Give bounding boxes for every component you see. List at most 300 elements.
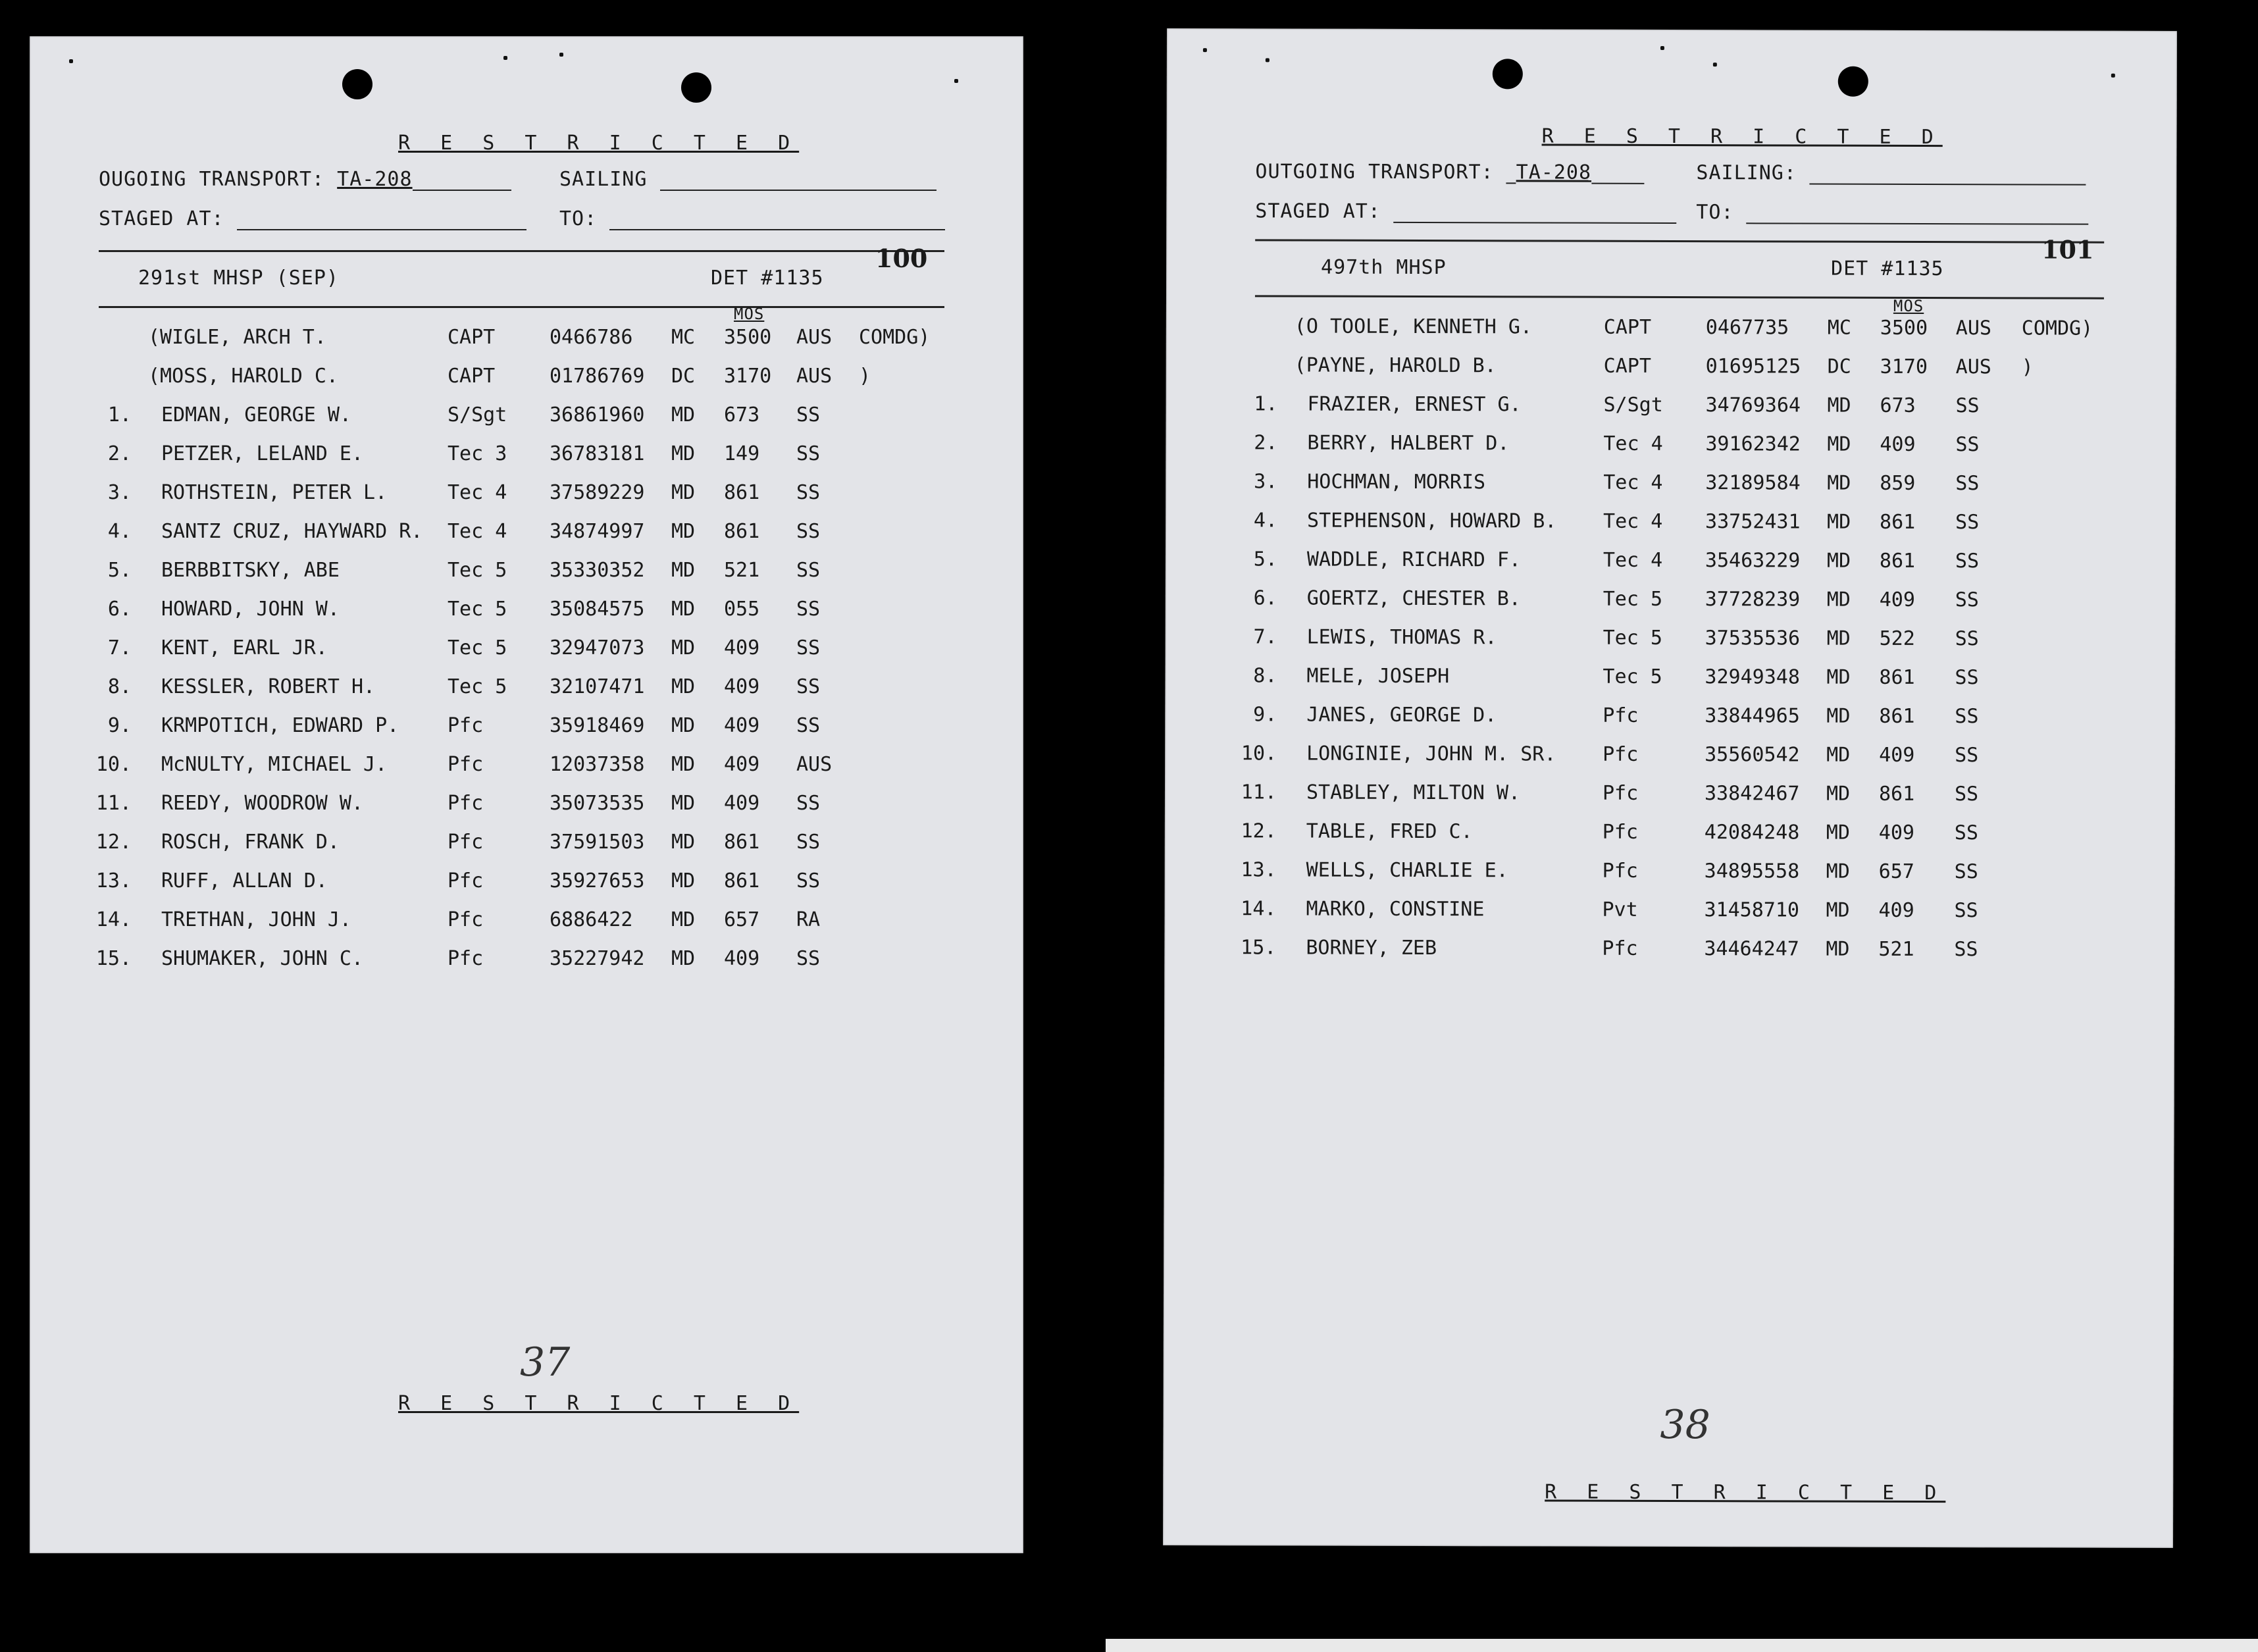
component: SS [796,947,821,970]
punch-hole [1838,66,1868,97]
punch-hole [342,69,372,99]
person-name: LONGINIE, JOHN M. SR. [1306,742,1556,766]
mos: 861 [1879,665,1915,689]
note: COMDG) [859,326,931,349]
serial-number: 34874997 [550,520,645,543]
rank: Pfc [448,831,484,854]
mos: 861 [1879,704,1915,728]
corps: MD [671,714,696,737]
person-name: TRETHAN, JOHN J. [161,908,351,931]
row-number: 12. [95,831,132,854]
serial-number: 36783181 [550,442,645,465]
serial-number: 35463229 [1705,549,1801,573]
serial-number: 12037358 [550,753,645,776]
rank: Pfc [1602,937,1638,960]
handwritten-page-number: 37 [520,1339,571,1385]
corps: MD [1826,898,1850,922]
row-number: 3. [107,481,132,504]
person-name: WELLS, CHARLIE E. [1306,858,1508,883]
rank: Pfc [448,753,484,776]
component: SS [1954,821,1978,845]
person-name: STABLEY, MILTON W. [1306,781,1521,805]
mos: 3170 [724,365,772,388]
row-number: 15. [95,947,132,970]
serial-number: 32107471 [550,675,645,698]
mos: 861 [724,869,760,892]
punch-hole [681,72,711,103]
table-row [30,792,1023,818]
det-number: DET #1135 [1831,257,1944,281]
rank: Tec 4 [1603,509,1663,533]
mos: 3500 [1880,316,1928,340]
person-name: HOWARD, JOHN W. [161,598,340,621]
to-line [559,207,945,230]
corps: MD [671,753,696,776]
row-number: 5. [107,559,132,582]
officer-name: (WIGLE, ARCH T. [148,326,326,349]
restricted-header: R E S T R I C T E D [1541,124,1943,149]
person-name: McNULTY, MICHAEL J. [161,753,388,776]
rank: Tec 3 [448,442,507,465]
table-row [30,714,1023,740]
person-name: KESSLER, ROBERT H. [161,675,376,698]
row-number: 11. [1241,781,1277,804]
corps: MD [671,481,696,504]
corps: MD [1827,510,1851,534]
mos: 657 [1878,860,1914,883]
serial-number: 35560542 [1705,743,1800,767]
rank: Tec 4 [1603,548,1663,572]
serial-number: 33844965 [1705,704,1800,728]
staged-label: STAGED AT: [1255,199,1381,223]
corps: MD [671,598,696,621]
person-name: KRMPOTICH, EDWARD P. [161,714,399,737]
serial-number: 0466786 [550,326,633,349]
mos: 861 [724,481,760,504]
rank: Tec 5 [448,598,507,621]
component: SS [796,869,821,892]
row-number: 1. [1254,392,1278,416]
officer-row [1166,315,2176,344]
mos: 409 [724,714,760,737]
rank: Pfc [1602,859,1638,883]
sailing-label: SAILING [559,168,648,191]
person-name: TABLE, FRED C. [1306,819,1473,844]
corps: MD [671,947,696,970]
mos: 149 [724,442,760,465]
to-label: TO: [1696,201,1734,224]
transport-value: TA-208 [337,168,413,191]
person-name: JANES, GEORGE D. [1306,703,1497,727]
serial-number: 35227942 [550,947,645,970]
table-row [1166,431,2176,460]
to-line [1696,201,2088,225]
rank: Pfc [1603,742,1639,766]
person-name: FRAZIER, ERNEST G. [1307,392,1522,417]
corps: DC [671,365,696,388]
restricted-header: R E S T R I C T E D [398,132,800,155]
mos: 409 [1879,743,1915,767]
person-name: KENT, EARL JR. [161,636,328,659]
transport-line [1255,160,1644,184]
serial-number: 34769364 [1705,394,1801,417]
person-name: BORNEY, ZEB [1306,936,1437,960]
serial-number: 37728239 [1705,588,1801,611]
transport-label: OUTGOING TRANSPORT: [1255,160,1494,184]
unit-name: 497th MHSP [1321,255,1447,280]
table-row [1165,858,2175,887]
row-number: 7. [107,636,132,659]
corps: MD [1826,821,1850,844]
table-row [1165,664,2175,693]
rank: CAPT [448,326,496,349]
table-row [30,442,1023,469]
component: SS [1955,433,1980,457]
person-name: ROTHSTEIN, PETER L. [161,481,388,504]
mos: 409 [1878,898,1914,922]
component: SS [796,520,821,543]
rank: Tec 5 [1603,626,1662,650]
component: AUS [1955,355,1991,379]
staged-line [99,207,526,230]
row-number: 15. [1241,936,1277,960]
row-number: 11. [95,792,132,815]
rank: Tec 5 [448,636,507,659]
component: SS [796,403,821,426]
corps: MD [1827,471,1851,495]
row-number: 10. [95,753,132,776]
roster-page-left [30,36,1023,1553]
mos: 3170 [1880,355,1928,379]
table-row [30,908,1023,935]
person-name: LEWIS, THOMAS R. [1306,625,1497,650]
table-row [1165,703,2175,732]
row-number: 4. [107,520,132,543]
corps: MC [671,326,696,349]
person-name: PETZER, LELAND E. [161,442,364,465]
serial-number: 01786769 [550,365,645,388]
corps: MD [671,831,696,854]
mos: 673 [1880,394,1916,417]
person-name: RUFF, ALLAN D. [161,869,328,892]
rank: Pfc [448,869,484,892]
row-number: 12. [1241,819,1277,843]
row-number: 9. [1253,703,1277,727]
rank: Pfc [448,947,484,970]
table-row [30,598,1023,624]
row-number: 8. [107,675,132,698]
restricted-footer: R E S T R I C T E D [398,1392,800,1415]
table-row [30,636,1023,663]
component: SS [796,559,821,582]
rank: S/Sgt [1603,393,1663,417]
person-name: SANTZ CRUZ, HAYWARD R. [161,520,423,543]
component: AUS [796,326,833,349]
row-number: 2. [1254,431,1278,455]
page-number: 100 [875,244,928,273]
mos: 861 [1878,782,1915,806]
serial-number: 35918469 [550,714,645,737]
component: SS [796,714,821,737]
table-row [30,869,1023,896]
serial-number: 32189584 [1705,471,1801,495]
mos: 861 [1880,510,1916,534]
serial-number: 6886422 [550,908,633,931]
corps: MD [671,675,696,698]
transport-line [99,168,511,191]
mos: 409 [724,792,760,815]
serial-number: 35330352 [550,559,645,582]
corps: MC [1827,316,1852,340]
serial-number: 31458710 [1704,898,1800,922]
to-label: TO: [559,207,598,230]
component: AUS [796,365,833,388]
serial-number: 36861960 [550,403,645,426]
rank: S/Sgt [448,403,507,426]
corps: MD [1826,860,1850,883]
serial-number: 35073535 [550,792,645,815]
rank: Pvt [1602,898,1638,921]
person-name: HOCHMAN, MORRIS [1307,470,1486,494]
rank: Pfc [1603,704,1639,727]
row-number: 4. [1253,509,1278,532]
person-name: REEDY, WOODROW W. [161,792,364,815]
mos: 522 [1879,627,1915,650]
table-row [1166,586,2176,615]
corps: MD [671,636,696,659]
corps: MD [1826,704,1851,728]
row-number: 2. [107,442,132,465]
serial-number: 42084248 [1704,821,1800,844]
serial-number: 35927653 [550,869,645,892]
note: ) [859,365,871,388]
transport-label: OUGOING TRANSPORT: [99,168,325,191]
row-number: 5. [1253,548,1277,571]
person-name: ROSCH, FRANK D. [161,831,340,854]
mos: 861 [724,831,760,854]
serial-number: 39162342 [1705,432,1801,456]
row-number: 7. [1253,625,1277,649]
component: AUS [796,753,833,776]
corps: MD [1826,743,1851,767]
rank: CAPT [1603,315,1652,339]
component: RA [796,908,821,931]
component: SS [1955,472,1980,496]
officer-name: (MOSS, HAROLD C. [148,365,338,388]
component: SS [1955,394,1980,418]
component: SS [1954,938,1978,962]
table-row [30,403,1023,430]
rank: Tec 5 [1603,665,1662,688]
table-row [30,947,1023,973]
table-row [1166,470,2176,499]
sailing-line [559,168,937,191]
component: SS [796,598,821,621]
mos-header: MOS [734,305,765,323]
officer-name: (PAYNE, HAROLD B. [1294,353,1497,378]
serial-number: 01695125 [1705,355,1801,378]
transport-value: TA-208 [1516,161,1592,184]
corps: MD [671,792,696,815]
serial-number: 34464247 [1704,937,1799,961]
rank: Tec 5 [448,675,507,698]
person-name: BERRY, HALBERT D. [1307,431,1510,455]
row-number: 3. [1254,470,1278,494]
serial-number: 35084575 [550,598,645,621]
roster-page-right [1163,28,2177,1548]
component: SS [1955,705,1979,729]
rank: Tec 4 [448,481,507,504]
mos: 861 [1879,549,1916,573]
officer-name: (O TOOLE, KENNETH G. [1294,315,1533,339]
component: SS [796,675,821,698]
table-row [1166,509,2176,538]
roster-table [1164,315,2176,1008]
mos: 3500 [724,326,772,349]
mos: 409 [724,947,760,970]
serial-number: 37535536 [1705,627,1801,650]
serial-number: 33752431 [1705,510,1801,534]
note: COMDG) [2021,317,2093,340]
rank: Tec 4 [448,520,507,543]
serial-number: 32947073 [550,636,645,659]
rank: Tec 5 [1603,587,1663,611]
serial-number: 33842467 [1704,782,1800,806]
person-name: WADDLE, RICHARD F. [1306,548,1522,572]
component: SS [796,792,821,815]
staged-line [1255,199,1676,224]
serial-number: 0467735 [1705,316,1789,340]
row-number: 14. [95,908,132,931]
mos: 859 [1880,471,1916,495]
person-name: EDMAN, GEORGE W. [161,403,351,426]
table-row [1165,781,2175,810]
corps: MD [671,442,696,465]
serial-number: 37591503 [550,831,645,854]
person-name: STEPHENSON, HOWARD B. [1307,509,1557,533]
table-row [1164,897,2174,926]
rank: Pfc [448,714,484,737]
table-row [1166,548,2176,577]
corps: MD [1826,782,1851,806]
corps: MD [671,908,696,931]
component: SS [796,831,821,854]
corps: MD [671,559,696,582]
mos: 409 [1878,821,1915,844]
component: SS [1954,860,1978,884]
table-row [30,753,1023,779]
serial-number: 34895558 [1704,860,1800,883]
table-row [1166,392,2176,421]
corps: MD [1826,937,1850,961]
corps: MD [671,869,696,892]
mos: 521 [1878,937,1914,961]
table-row [1166,625,2176,654]
officer-row [1166,353,2176,382]
mos-header: MOS [1893,296,1924,316]
mos: 657 [724,908,760,931]
unit-name: 291st MHSP (SEP) [138,267,339,290]
rank: Pfc [1602,820,1639,844]
rank: CAPT [1603,354,1651,378]
mos: 861 [724,520,760,543]
row-number: 13. [95,869,132,892]
corps: MD [1826,665,1851,689]
row-number: 6. [107,598,132,621]
corps: MD [671,403,696,426]
serial-number: 32949348 [1705,665,1800,689]
corps: MD [671,520,696,543]
mos: 409 [724,636,760,659]
mos: 521 [724,559,760,582]
person-name: MELE, JOSEPH [1306,664,1450,688]
table-row [1164,936,2174,965]
rank: CAPT [448,365,496,388]
table-row [30,520,1023,546]
officer-row [30,326,1023,352]
corps: DC [1827,355,1851,378]
corps: MD [1827,432,1851,456]
row-number: 13. [1241,858,1277,882]
page-number: 101 [2041,234,2094,265]
table-row [30,831,1023,857]
serial-number: 37589229 [550,481,645,504]
rank: Pfc [448,792,484,815]
row-number: 1. [107,403,132,426]
component: SS [1955,627,1979,651]
det-number: DET #1135 [711,267,824,290]
component: SS [1955,588,1979,612]
mos: 409 [1880,432,1916,456]
roster-table [30,326,1023,1017]
row-number: 14. [1241,897,1277,921]
component: SS [1955,744,1979,767]
person-name: MARKO, CONSTINE [1306,897,1485,921]
officer-row [30,365,1023,391]
handwritten-page-number: 38 [1660,1401,1710,1449]
table-row [30,675,1023,702]
row-number: 9. [107,714,132,737]
row-number: 10. [1241,742,1277,765]
mos: 409 [724,675,760,698]
component: AUS [1955,317,1992,340]
corps: MD [1826,627,1851,650]
rank: Pfc [448,908,484,931]
sailing-line [1696,161,2086,186]
component: SS [796,636,821,659]
person-name: GOERTZ, CHESTER B. [1306,586,1521,611]
table-row [30,481,1023,507]
table-row [1165,742,2175,771]
rank: Tec 4 [1603,432,1663,455]
row-number: 6. [1253,586,1277,610]
person-name: BERBBITSKY, ABE [161,559,340,582]
sailing-label: SAILING: [1696,161,1797,185]
restricted-footer: R E S T R I C T E D [1545,1480,1946,1505]
note: ) [2021,355,2034,379]
component: SS [1954,899,1978,923]
table-row [30,559,1023,585]
rank: Pfc [1602,781,1639,805]
component: SS [1955,511,1980,534]
component: SS [796,442,821,465]
corps: MD [1827,394,1851,417]
component: SS [796,481,821,504]
scanner-edge [1106,1639,2258,1652]
staged-label: STAGED AT: [99,207,224,230]
component: SS [1954,783,1979,806]
mos: 673 [724,403,760,426]
